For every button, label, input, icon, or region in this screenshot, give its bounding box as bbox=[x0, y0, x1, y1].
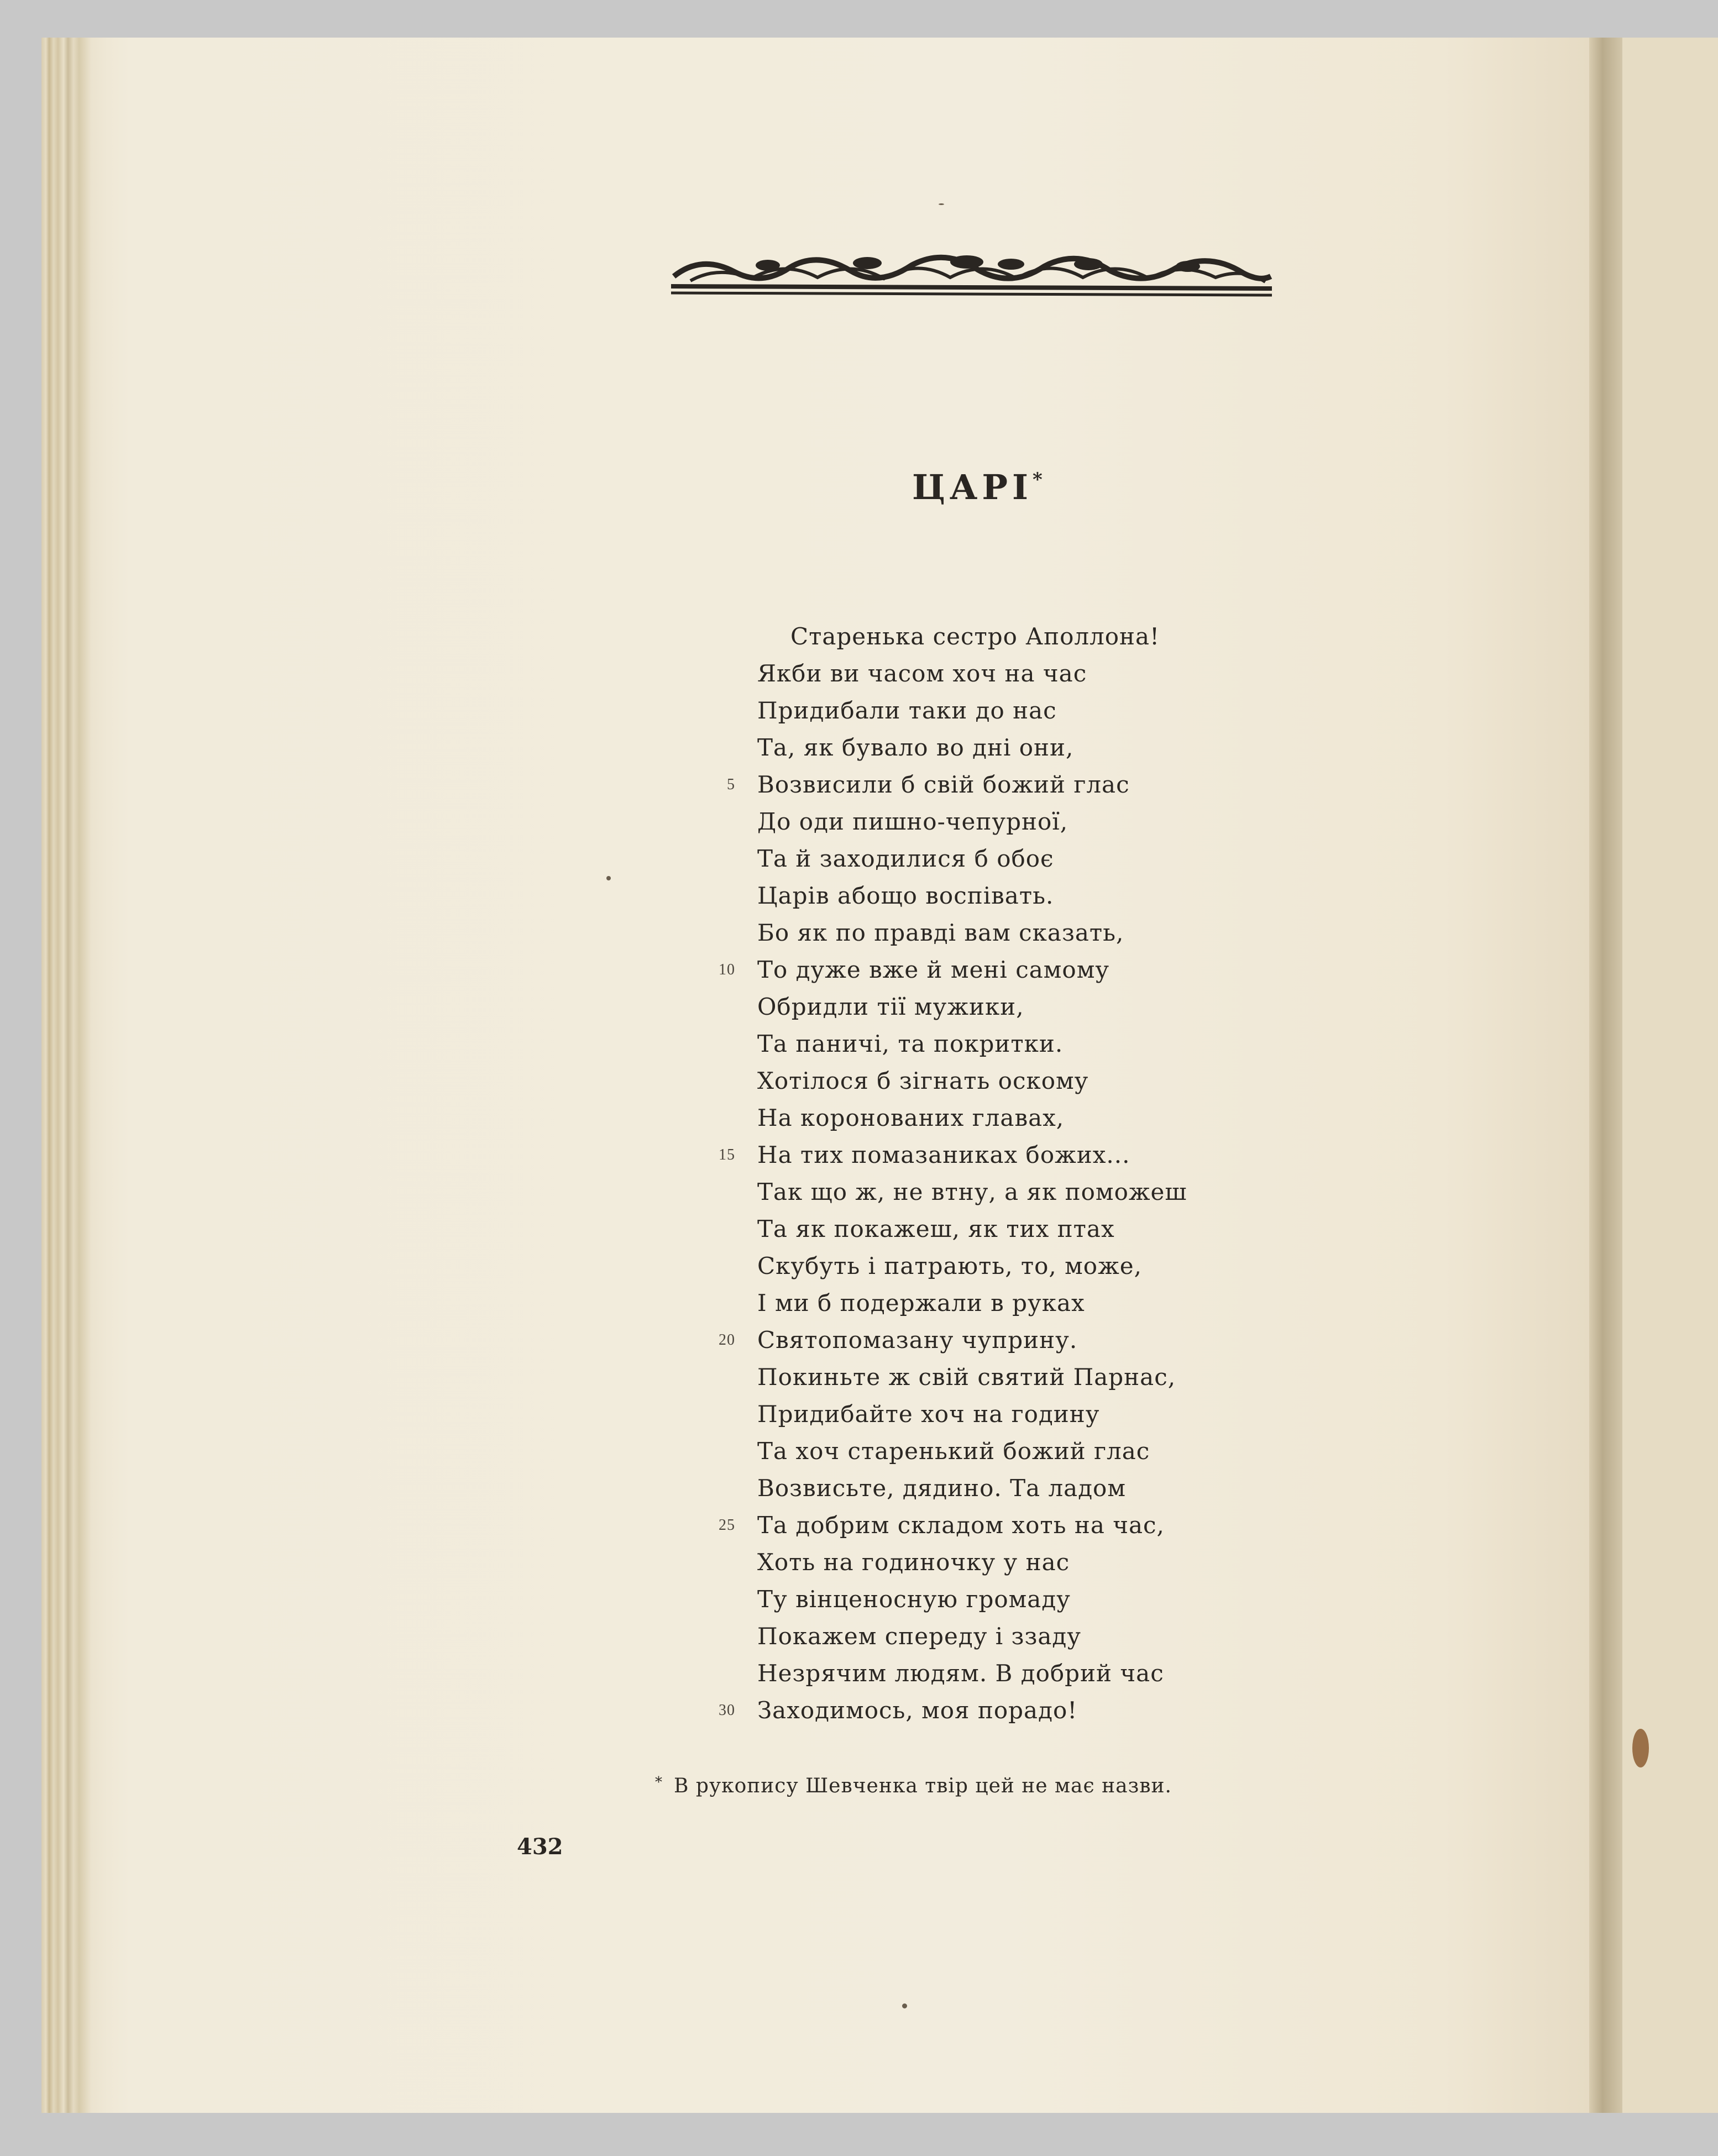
book-gutter bbox=[1589, 38, 1622, 2113]
poem-line-text: Та добрим складом хоть на час, bbox=[757, 1512, 1165, 1539]
poem-line bbox=[757, 1025, 1310, 1062]
poem-line bbox=[757, 914, 1310, 951]
poem-line bbox=[757, 877, 1310, 914]
line-number: 20 bbox=[719, 1331, 735, 1349]
poem-title bbox=[912, 467, 1043, 507]
paper-speck bbox=[939, 203, 944, 205]
poem-line bbox=[757, 1099, 1310, 1136]
poem-line-text: Та паничі, та покритки. bbox=[757, 1030, 1064, 1057]
poem-line-text: Старенька сестро Аполлона! bbox=[790, 623, 1160, 650]
poem-body bbox=[719, 618, 1310, 1729]
poem-line bbox=[719, 1692, 1310, 1729]
poem-line bbox=[757, 1247, 1310, 1284]
poem-line bbox=[719, 1507, 1310, 1544]
poem-line-text: Так що ж, не втну, а як поможеш bbox=[757, 1178, 1187, 1205]
line-number: 30 bbox=[719, 1702, 735, 1719]
poem-line bbox=[719, 1321, 1310, 1358]
page-number: 432 bbox=[517, 1834, 563, 1860]
poem-line bbox=[757, 1581, 1310, 1618]
poem-line bbox=[757, 1358, 1310, 1396]
poem-line-text: Покиньте ж свій святий Парнас, bbox=[757, 1363, 1176, 1391]
poem-line-text: Царів абощо воспівать. bbox=[757, 882, 1054, 909]
paper-speck bbox=[606, 876, 611, 880]
poem-line bbox=[757, 840, 1310, 877]
title-text: ЦАРІ bbox=[912, 467, 1033, 507]
adjacent-page bbox=[1622, 38, 1718, 2113]
poem-line-text: Обридли тії мужики, bbox=[757, 993, 1024, 1020]
poem-line bbox=[757, 729, 1310, 766]
poem-line bbox=[757, 692, 1310, 729]
poem-line bbox=[757, 1544, 1310, 1581]
poem-line bbox=[757, 1618, 1310, 1655]
line-number: 25 bbox=[719, 1517, 735, 1534]
poem-line bbox=[757, 655, 1310, 692]
poem-line-text: Незрячим людям. В добрий час bbox=[757, 1660, 1164, 1687]
poem-line-text: Та, як бувало во дні они, bbox=[757, 734, 1074, 761]
decorative-ornament bbox=[668, 243, 1275, 298]
poem-line-text: Якби ви часом хоч на час bbox=[757, 660, 1087, 687]
poem-line bbox=[757, 803, 1310, 840]
poem-line-text: Хотілося б зігнать оскому bbox=[757, 1067, 1089, 1094]
poem-line bbox=[757, 1173, 1310, 1210]
poem-line-text: І ми б подержали в руках bbox=[757, 1289, 1085, 1316]
poem-line bbox=[757, 1396, 1310, 1433]
poem-line bbox=[757, 1210, 1310, 1247]
poem-line-text: Хоть на годиночку у нас bbox=[757, 1549, 1070, 1576]
paper-stain bbox=[1632, 1729, 1649, 1767]
line-number: 10 bbox=[719, 961, 735, 978]
paper-speck bbox=[902, 2003, 907, 2008]
footnote bbox=[655, 1774, 1172, 1797]
page-edges bbox=[41, 38, 130, 2113]
poem-line-text: Придибали таки до нас bbox=[757, 697, 1057, 724]
footnote-mark: * bbox=[655, 1774, 663, 1791]
poem-line-text: На коронованих главах, bbox=[757, 1104, 1065, 1131]
poem-line-text: Заходимось, моя порадо! bbox=[757, 1697, 1078, 1724]
poem-line-text: Та хоч старенький божий глас bbox=[757, 1438, 1150, 1465]
poem-line bbox=[757, 1062, 1310, 1099]
poem-line-text: Бо як по правді вам сказать, bbox=[757, 919, 1124, 946]
title-footnote-mark: * bbox=[1033, 469, 1043, 491]
poem-line bbox=[757, 1655, 1310, 1692]
poem-line bbox=[719, 1136, 1310, 1173]
poem-line-text: Та й заходилися б обоє bbox=[757, 845, 1054, 872]
poem-line-text: Возвисьте, дядино. Та ладом bbox=[757, 1475, 1127, 1502]
poem-line bbox=[757, 988, 1310, 1025]
poem-line bbox=[757, 1470, 1310, 1507]
poem-line-text: Святопомазану чуприну. bbox=[757, 1326, 1078, 1354]
poem-line-text: На тих помазаниках божих... bbox=[757, 1141, 1130, 1168]
poem-line-text: Возвисили б свій божий глас bbox=[757, 771, 1130, 798]
line-number: 15 bbox=[719, 1146, 735, 1163]
poem-line-text: Та як покажеш, як тих птах bbox=[757, 1215, 1115, 1242]
poem-line bbox=[757, 1433, 1310, 1470]
poem-line bbox=[757, 1284, 1310, 1321]
poem-line-text: Скубуть і патрають, то, може, bbox=[757, 1252, 1142, 1279]
line-number: 5 bbox=[727, 776, 735, 793]
poem-line bbox=[727, 766, 1310, 803]
poem-line bbox=[719, 951, 1310, 988]
poem-line bbox=[757, 618, 1310, 655]
poem-line-text: До оди пишно-чепурної, bbox=[757, 808, 1068, 835]
poem-line-text: Покажем спереду і ззаду bbox=[757, 1623, 1081, 1650]
poem-line-text: То дуже вже й мені самому bbox=[757, 956, 1110, 983]
poem-line-text: Ту вінценосную громаду bbox=[757, 1586, 1071, 1613]
footnote-text: В рукопису Шевченка твір цей не має назви. bbox=[674, 1775, 1172, 1797]
poem-line-text: Придибайте хоч на годину bbox=[757, 1400, 1100, 1428]
